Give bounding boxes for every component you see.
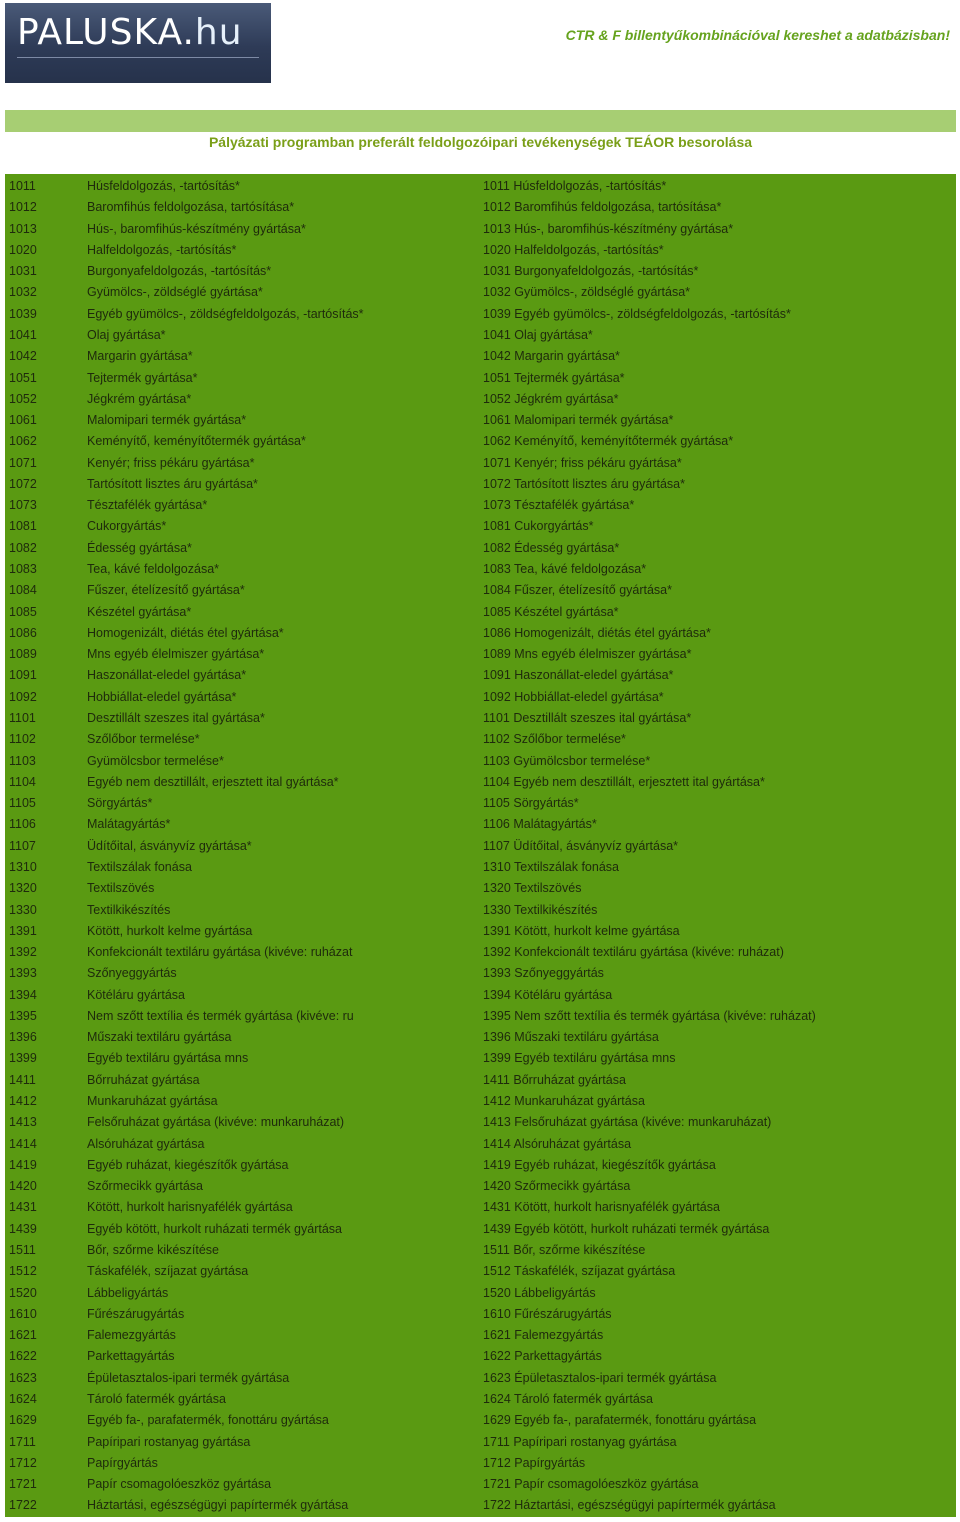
full-cell: 1393 Szőnyeggyártás: [483, 966, 604, 981]
name-cell: Édesség gyártása*: [87, 540, 192, 555]
name-cell: Sörgyártás*: [87, 796, 153, 811]
table-row: [5, 1176, 956, 1197]
full-cell: 1084 Fűszer, ételízesítő gyártása*: [483, 583, 672, 598]
name-cell: Lábbeligyártás: [87, 1285, 169, 1300]
table-row: [5, 197, 956, 218]
name-cell: Egyéb textiláru gyártása mns: [87, 1051, 249, 1066]
code-cell: 1621: [9, 1328, 37, 1343]
code-cell: 1072: [9, 476, 37, 491]
name-cell: Baromfihús feldolgozása, tartósítása*: [87, 200, 295, 215]
full-cell: 1310 Textilszálak fonása: [483, 859, 619, 874]
code-cell: 1420: [9, 1179, 37, 1194]
name-cell: Egyéb fa-, parafatermék, fonottáru gyártása: [87, 1413, 329, 1428]
full-cell: 1623 Épületasztalos-ipari termék gyártása: [483, 1370, 717, 1385]
name-cell: Textilszövés: [87, 881, 155, 896]
name-cell: Munkaruházat gyártása: [87, 1094, 218, 1109]
name-cell: Egyéb nem desztillált, erjesztett ital gyártása*: [87, 774, 339, 789]
full-cell: 1031 Burgonyafeldolgozás, -tartósítás*: [483, 264, 699, 279]
code-cell: 1414: [9, 1136, 37, 1151]
name-cell: Bőr, szőrme kikészítése: [87, 1243, 219, 1257]
full-cell: 1330 Textilkikészítés: [483, 902, 598, 917]
name-cell: Textilszálak fonása: [87, 859, 192, 874]
table-row: [5, 900, 956, 921]
name-cell: Hobbiállat-eledel gyártása*: [87, 689, 237, 704]
code-cell: 1412: [9, 1094, 37, 1109]
name-cell: Felsőruházat gyártása (kivéve: munkaruházat): [87, 1115, 345, 1130]
name-cell: Egyéb kötött, hurkolt ruházati termék gyártása: [87, 1221, 342, 1236]
full-cell: 1711 Papíripari rostanyag gyártása: [483, 1434, 677, 1449]
table-row: [5, 921, 956, 942]
full-cell: 1071 Kenyér; friss pékáru gyártása*: [483, 455, 682, 470]
code-cell: 1431: [9, 1200, 37, 1215]
name-cell: Szőnyeggyártás: [87, 966, 177, 981]
code-cell: 1439: [9, 1221, 37, 1236]
code-cell: 1629: [9, 1413, 37, 1428]
full-cell: 1419 Egyéb ruházat, kiegészítők gyártása: [483, 1157, 716, 1172]
name-cell: Burgonyafeldolgozás, -tartósítás*: [87, 264, 272, 279]
table-row: [5, 1283, 956, 1304]
teaor-table: [5, 174, 956, 1517]
code-cell: 1520: [9, 1285, 37, 1300]
code-cell: 1721: [9, 1477, 37, 1492]
code-cell: 1393: [9, 966, 37, 981]
table-row: [5, 559, 956, 580]
table-row: [5, 240, 956, 261]
table-row: [5, 793, 956, 814]
code-cell: 1032: [9, 285, 37, 300]
name-cell: Kötött, hurkolt kelme gyártása: [87, 923, 253, 938]
code-cell: 1320: [9, 881, 37, 896]
full-cell: 1042 Margarin gyártása*: [483, 349, 620, 364]
full-cell: 1020 Halfeldolgozás, -tartósítás*: [483, 242, 664, 257]
code-cell: 1310: [9, 859, 37, 874]
code-cell: 1396: [9, 1030, 37, 1045]
code-cell: 1107: [9, 838, 36, 853]
table-row: [5, 325, 956, 346]
table-row: [5, 1368, 956, 1389]
full-cell: 1032 Gyümölcs-, zöldséglé gyártása*: [483, 285, 691, 300]
name-cell: Húsfeldolgozás, -tartósítás*: [87, 179, 240, 193]
table-row: [5, 644, 956, 665]
full-cell: 1013 Hús-, baromfihús-készítmény gyártása*: [483, 221, 734, 236]
code-cell: 1041: [9, 327, 37, 342]
name-cell: Üdítőital, ásványvíz gyártása*: [87, 838, 252, 853]
name-cell: Fűrészárugyártás: [87, 1306, 185, 1321]
table-row: [5, 602, 956, 623]
table-row: [5, 538, 956, 559]
table-row: [5, 368, 956, 389]
code-cell: 1061: [9, 413, 37, 428]
name-cell: Papírgyártás: [87, 1455, 158, 1470]
code-cell: 1101: [9, 711, 36, 725]
table-row: [5, 474, 956, 495]
name-cell: Kötéláru gyártása: [87, 987, 185, 1002]
name-cell: Fűszer, ételízesítő gyártása*: [87, 583, 245, 598]
table-row: [5, 389, 956, 410]
table-row: [5, 1346, 956, 1367]
code-cell: 1052: [9, 391, 37, 406]
table-row: [5, 1091, 956, 1112]
full-cell: 1072 Tartósított lisztes áru gyártása*: [483, 476, 685, 491]
full-cell: 1083 Tea, kávé feldolgozása*: [483, 562, 647, 577]
search-hint: CTR & F billentyűkombinációval kereshet a adatbázisban!: [565, 27, 950, 43]
table-row: [5, 1112, 956, 1133]
full-cell: 1414 Alsóruházat gyártása: [483, 1136, 632, 1151]
code-cell: 1391: [9, 923, 37, 938]
full-cell: 1103 Gyümölcsbor termelése*: [483, 753, 651, 768]
code-cell: 1103: [9, 753, 36, 768]
full-cell: 1107 Üdítőital, ásványvíz gyártása*: [483, 838, 679, 853]
full-cell: 1712 Papírgyártás: [483, 1455, 586, 1470]
full-cell: 1082 Édesség gyártása*: [483, 540, 620, 555]
table-row: [5, 1495, 956, 1516]
table-row: [5, 623, 956, 644]
name-cell: Nem szőtt textília és termék gyártása (kivéve: ru: [87, 1008, 354, 1023]
full-cell: 1102 Szőlőbor termelése*: [483, 732, 626, 747]
name-cell: Textilkikészítés: [87, 902, 171, 917]
table-row: [5, 1048, 956, 1069]
name-cell: Hús-, baromfihús-készítmény gyártása*: [87, 221, 306, 236]
table-row: [5, 431, 956, 452]
logo-text: PALUSKA.hu: [17, 12, 243, 53]
full-cell: 1085 Készétel gyártása*: [483, 604, 619, 619]
code-cell: 1031: [9, 264, 37, 279]
code-cell: 1062: [9, 434, 37, 449]
name-cell: Homogenizált, diétás étel gyártása*: [87, 625, 284, 640]
table-row: [5, 219, 956, 240]
table-row: [5, 176, 956, 197]
table-row: [5, 282, 956, 303]
table-row: [5, 857, 956, 878]
table-row: [5, 516, 956, 537]
code-cell: 1104: [9, 774, 36, 789]
code-cell: 1073: [9, 498, 37, 513]
table-row: [5, 495, 956, 516]
name-cell: Alsóruházat gyártása: [87, 1136, 205, 1151]
table-row: [5, 878, 956, 899]
full-cell: 1399 Egyéb textiláru gyártása mns: [483, 1051, 676, 1066]
table-row: [5, 708, 956, 729]
full-cell: 1012 Baromfihús feldolgozása, tartósítása*: [483, 200, 722, 215]
table-row: [5, 1261, 956, 1282]
code-cell: 1419: [9, 1157, 37, 1172]
full-cell: 1411 Bőrruházat gyártása: [483, 1072, 626, 1087]
code-cell: 1106: [9, 817, 36, 832]
full-cell: 1086 Homogenizált, diétás étel gyártása*: [483, 625, 711, 640]
table-row: [5, 580, 956, 601]
name-cell: Háztartási, egészségügyi papírtermék gyártása: [87, 1498, 349, 1513]
full-cell: 1520 Lábbeligyártás: [483, 1285, 596, 1300]
code-cell: 1081: [9, 519, 37, 534]
name-cell: Készétel gyártása*: [87, 604, 192, 619]
full-cell: 1412 Munkaruházat gyártása: [483, 1094, 645, 1109]
name-cell: Malomipari termék gyártása*: [87, 413, 247, 428]
table-row: [5, 1134, 956, 1155]
code-cell: 1722: [9, 1498, 37, 1513]
full-cell: 1431 Kötött, hurkolt harisnyafélék gyártása: [483, 1200, 720, 1215]
table-row: [5, 1027, 956, 1048]
code-cell: 1042: [9, 349, 37, 364]
full-cell: 1061 Malomipari termék gyártása*: [483, 413, 674, 428]
table-row: [5, 1070, 956, 1091]
name-cell: Szőrmecikk gyártása: [87, 1179, 204, 1194]
code-cell: 1091: [9, 668, 37, 683]
code-cell: 1082: [9, 540, 37, 555]
table-row: [5, 836, 956, 857]
code-cell: 1711: [9, 1434, 36, 1449]
full-cell: 1629 Egyéb fa-, parafatermék, fonottáru gyártása: [483, 1413, 757, 1428]
full-cell: 1052 Jégkrém gyártása*: [483, 391, 619, 406]
full-cell: 1092 Hobbiállat-eledel gyártása*: [483, 689, 664, 704]
code-cell: 1623: [9, 1370, 37, 1385]
full-cell: 1105 Sörgyártás*: [483, 796, 579, 811]
code-cell: 1330: [9, 902, 37, 917]
table-row: [5, 814, 956, 835]
code-cell: 1394: [9, 987, 37, 1002]
name-cell: Olaj gyártása*: [87, 327, 166, 342]
code-cell: 1083: [9, 562, 37, 577]
table-row: [5, 304, 956, 325]
name-cell: Jégkrém gyártása*: [87, 391, 192, 406]
name-cell: Mns egyéb élelmiszer gyártása*: [87, 647, 265, 662]
full-cell: 1041 Olaj gyártása*: [483, 327, 593, 342]
full-cell: 1395 Nem szőtt textília és termék gyártása (kivéve: ruházat): [483, 1008, 816, 1023]
name-cell: Halfeldolgozás, -tartósítás*: [87, 242, 237, 257]
code-cell: 1399: [9, 1051, 37, 1066]
code-cell: 1051: [9, 370, 37, 385]
full-cell: 1439 Egyéb kötött, hurkolt ruházati termék gyártása: [483, 1221, 770, 1236]
table-row: [5, 985, 956, 1006]
table-row: [5, 942, 956, 963]
full-cell: 1512 Táskafélék, szíjazat gyártása: [483, 1264, 676, 1279]
full-cell: 1089 Mns egyéb élelmiszer gyártása*: [483, 647, 692, 662]
table-row: [5, 687, 956, 708]
code-cell: 1092: [9, 689, 37, 704]
code-cell: 1086: [9, 625, 37, 640]
code-cell: 1712: [9, 1455, 37, 1470]
name-cell: Épületasztalos-ipari termék gyártása: [87, 1370, 290, 1385]
table-row: [5, 1474, 956, 1495]
name-cell: Papír csomagolóeszköz gyártása: [87, 1477, 272, 1492]
name-cell: Cukorgyártás*: [87, 519, 167, 534]
code-cell: 1039: [9, 306, 37, 321]
name-cell: Szőlőbor termelése*: [87, 732, 200, 747]
full-cell: 1051 Tejtermék gyártása*: [483, 370, 625, 385]
table-row: [5, 1432, 956, 1453]
name-cell: Tároló fatermék gyártása: [87, 1391, 226, 1406]
code-cell: 1013: [9, 221, 37, 236]
full-cell: 1062 Keményítő, keményítőtermék gyártása*: [483, 434, 734, 449]
name-cell: Tejtermék gyártása*: [87, 370, 198, 385]
name-cell: Táskafélék, szíjazat gyártása: [87, 1264, 249, 1279]
code-cell: 1011: [9, 179, 36, 193]
code-cell: 1084: [9, 583, 37, 598]
full-cell: 1621 Falemezgyártás: [483, 1328, 604, 1343]
full-cell: 1511 Bőr, szőrme kikészítése: [483, 1243, 646, 1257]
full-cell: 1622 Parkettagyártás: [483, 1349, 602, 1364]
name-cell: Egyéb gyümölcs-, zöldségfeldolgozás, -tartósítás*: [87, 306, 364, 321]
code-cell: 1395: [9, 1008, 37, 1023]
name-cell: Kenyér; friss pékáru gyártása*: [87, 455, 255, 470]
full-cell: 1073 Tésztafélék gyártása*: [483, 498, 635, 513]
name-cell: Falemezgyártás: [87, 1328, 176, 1343]
table-row: [5, 1453, 956, 1474]
full-cell: 1413 Felsőruházat gyártása (kivéve: munkaruházat): [483, 1115, 772, 1130]
code-cell: 1411: [9, 1072, 36, 1087]
name-cell: Egyéb ruházat, kiegészítők gyártása: [87, 1157, 289, 1172]
table-row: [5, 1155, 956, 1176]
name-cell: Bőrruházat gyártása: [87, 1072, 200, 1087]
code-cell: 1610: [9, 1306, 37, 1321]
table-row: [5, 1410, 956, 1431]
logo-underline: [17, 57, 259, 72]
name-cell: Konfekcionált textiláru gyártása (kivéve: ruházat: [87, 945, 353, 960]
table-row: [5, 963, 956, 984]
code-cell: 1089: [9, 647, 37, 662]
table-row: [5, 410, 956, 431]
full-cell: 1320 Textilszövés: [483, 881, 582, 896]
full-cell: 1610 Fűrészárugyártás: [483, 1306, 612, 1321]
name-cell: Keményítő, keményítőtermék gyártása*: [87, 434, 306, 449]
full-cell: 1721 Papír csomagolóeszköz gyártása: [483, 1477, 699, 1492]
site-logo[interactable]: [5, 3, 271, 83]
code-cell: 1085: [9, 604, 37, 619]
table-row: [5, 751, 956, 772]
full-cell: 1091 Haszonállat-eledel gyártása*: [483, 668, 674, 683]
code-cell: 1512: [9, 1264, 37, 1279]
full-cell: 1081 Cukorgyártás*: [483, 519, 594, 534]
full-cell: 1392 Konfekcionált textiláru gyártása (kivéve: ruházat): [483, 945, 784, 960]
name-cell: Parkettagyártás: [87, 1349, 175, 1364]
name-cell: Malátagyártás*: [87, 817, 171, 832]
table-row: [5, 1219, 956, 1240]
name-cell: Tartósított lisztes áru gyártása*: [87, 476, 258, 491]
full-cell: 1396 Műszaki textiláru gyártása: [483, 1030, 659, 1045]
table-row: [5, 1389, 956, 1410]
code-cell: 1413: [9, 1115, 37, 1130]
full-cell: 1106 Malátagyártás*: [483, 817, 597, 832]
table-row: [5, 665, 956, 686]
code-cell: 1020: [9, 242, 37, 257]
page-title: Pályázati programban preferált feldolgozóipari tevékenységek TEÁOR besorolása: [208, 134, 753, 150]
table-row: [5, 1006, 956, 1027]
name-cell: Desztillált szeszes ital gyártása*: [87, 711, 265, 725]
code-cell: 1105: [9, 796, 36, 811]
table-row: [5, 1325, 956, 1346]
table-row: [5, 1197, 956, 1218]
name-cell: Haszonállat-eledel gyártása*: [87, 668, 247, 683]
table-row: [5, 261, 956, 282]
full-cell: 1039 Egyéb gyümölcs-, zöldségfeldolgozás, -tartósítás*: [483, 306, 791, 321]
name-cell: Gyümölcsbor termelése*: [87, 753, 224, 768]
name-cell: Kötött, hurkolt harisnyafélék gyártása: [87, 1200, 293, 1215]
name-cell: Gyümölcs-, zöldséglé gyártása*: [87, 285, 263, 300]
code-cell: 1012: [9, 200, 37, 215]
header-bar: [5, 110, 956, 132]
full-cell: 1101 Desztillált szeszes ital gyártása*: [483, 711, 692, 725]
code-cell: 1071: [9, 455, 37, 470]
table-row: [5, 346, 956, 367]
name-cell: Papíripari rostanyag gyártása: [87, 1434, 251, 1449]
full-cell: 1391 Kötött, hurkolt kelme gyártása: [483, 923, 680, 938]
name-cell: Tea, kávé feldolgozása*: [87, 562, 220, 577]
table-row: [5, 1304, 956, 1325]
full-cell: 1394 Kötéláru gyártása: [483, 987, 613, 1002]
full-cell: 1104 Egyéb nem desztillált, erjesztett ital gyártása*: [483, 774, 765, 789]
code-cell: 1392: [9, 945, 37, 960]
full-cell: 1624 Tároló fatermék gyártása: [483, 1391, 654, 1406]
name-cell: Margarin gyártása*: [87, 349, 193, 364]
table-row: [5, 1240, 956, 1261]
full-cell: 1420 Szőrmecikk gyártása: [483, 1179, 631, 1194]
table-row: [5, 772, 956, 793]
code-cell: 1511: [9, 1243, 36, 1257]
name-cell: Műszaki textiláru gyártása: [87, 1030, 232, 1045]
full-cell: 1011 Húsfeldolgozás, -tartósítás*: [483, 179, 667, 193]
code-cell: 1624: [9, 1391, 37, 1406]
table-row: [5, 729, 956, 750]
full-cell: 1722 Háztartási, egészségügyi papírtermék gyártása: [483, 1498, 776, 1513]
table-row: [5, 453, 956, 474]
code-cell: 1622: [9, 1349, 37, 1364]
name-cell: Tésztafélék gyártása*: [87, 498, 208, 513]
code-cell: 1102: [9, 732, 36, 747]
